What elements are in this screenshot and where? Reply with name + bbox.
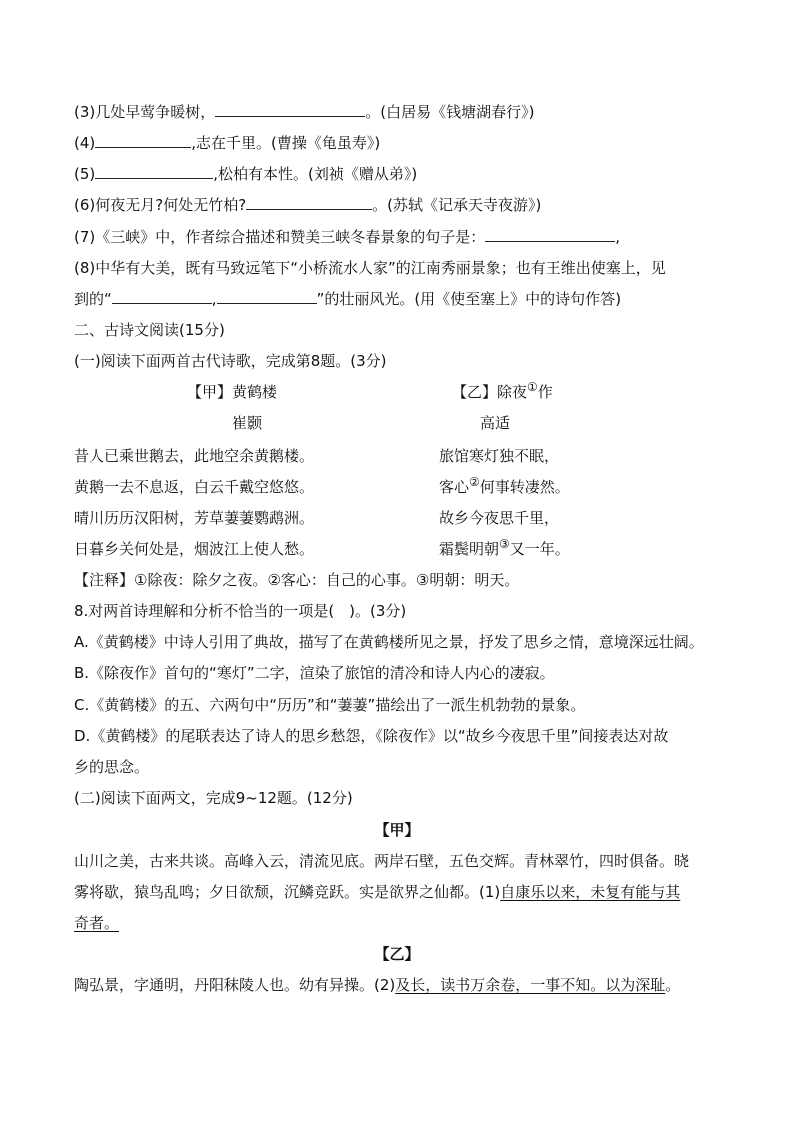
- q3-answer-blank[interactable]: [215, 102, 365, 117]
- q7-comma: ,: [615, 228, 621, 246]
- q8-prefix: 到的“: [74, 290, 112, 308]
- option-a[interactable]: A.《黄鹤楼》中诗人引用了典故，描写了在黄鹤楼所见之景，抒发了思乡之情，意境深远壮阔。: [74, 633, 704, 651]
- poem-a-line-4: 日暮乡关何处是，烟波江上使人愁。: [74, 540, 315, 558]
- poem-b-title: [452, 382, 553, 403]
- question-8-line1: (8)中华有大美，既有马致远笔下“小桥流水人家”的江南秀丽景象；也有王维出使塞上，见: [74, 259, 666, 277]
- poem-b-line4-post: 又一年。: [509, 540, 570, 558]
- option-d-line1[interactable]: D.《黄鹤楼》的尾联表达了诗人的思乡愁怨，《除夜作》以“故乡今夜思千里”间接表达对故: [74, 727, 669, 745]
- poem-a-title: 【甲】黄鹤楼: [187, 383, 278, 401]
- poem-notes: 【注释】①除夜：除夕之夜。②客心：自己的心事。③明朝：明天。: [74, 571, 520, 589]
- passage-jia-line3: [74, 913, 119, 933]
- jia-underlined-sentence-1-end: 奇者。: [74, 914, 120, 932]
- q7-text: (7)《三峡》中，作者综合描述和赞美三峡冬春景象的句子是：: [74, 228, 486, 246]
- poem-b-line2-pre: 客心: [439, 478, 470, 496]
- q6-text: (6)何夜无月?何处无竹柏?: [74, 196, 247, 214]
- q6-answer-blank[interactable]: [246, 195, 372, 210]
- passage-jia-title: 【甲】: [374, 821, 420, 839]
- option-b[interactable]: B.《除夜作》首句的“寒灯”二字，渲染了旅馆的清冷和诗人内心的凄寂。: [74, 664, 555, 682]
- q3-text: (3)几处早莺争暖树，: [74, 103, 216, 121]
- question-3: [74, 102, 534, 122]
- option-c[interactable]: C.《黄鹤楼》的五、六两句中“历历”和“萋萋”描绘出了一派生机勃勃的景象。: [74, 696, 586, 714]
- part-2-heading: (二)阅读下面两文，完成9~12题。(12分): [74, 789, 353, 807]
- poem-a-line-2: 黄鹅一去不息返，白云千戴空悠悠。: [74, 478, 315, 496]
- jia-underlined-sentence-1: 自康乐以来，未复有能与其: [500, 883, 681, 901]
- poem-b-line2-post: 何事转凄然。: [479, 478, 570, 496]
- footnote-mark-2: ②: [469, 475, 480, 489]
- option-d-line2[interactable]: 乡的思念。: [74, 758, 150, 776]
- yi-line1-text: 陶弘景，字通明，丹阳秣陵人也。幼有异操。(2): [74, 976, 396, 994]
- part-1-heading: (一)阅读下面两首古代诗歌，完成第8题。(3分): [74, 352, 387, 370]
- q8-comma: ,: [211, 290, 217, 308]
- passage-yi-line1: [74, 975, 680, 995]
- poem-b-line-4: [439, 539, 570, 560]
- passage-jia-line1: 山川之美，古来共谈。高峰入云，清流见底。两岸石壁，五色交辉。青林翠竹，四时俱备。晓: [74, 852, 690, 870]
- question-5: [74, 164, 417, 184]
- q8-answer-blank-2[interactable]: [217, 289, 317, 304]
- q8-suffix: ”的壮丽风光。(用《使至塞上》中的诗句作答): [316, 290, 622, 308]
- q4-text: ,志在千里。(曹操《龟虽寿》): [191, 134, 381, 152]
- yi-underlined-sentence-2: 及长，读书万余卷，一事不知。以为深耻: [395, 976, 666, 994]
- footnote-mark-3: ③: [499, 537, 510, 551]
- poem-b-title-suffix: 作: [537, 383, 553, 401]
- poem-a-author: 崔颢: [232, 414, 263, 432]
- footnote-mark-1: ①: [527, 380, 538, 394]
- q5-answer-blank[interactable]: [95, 164, 213, 179]
- passage-yi-title: 【乙】: [374, 945, 420, 963]
- poem-b-title-text: 【乙】除夜: [452, 383, 528, 401]
- yi-line1-end: 。: [665, 976, 681, 994]
- poem-a-line-1: 昔人已乘世鹅去，此地空余黄鹅楼。: [74, 447, 315, 465]
- q3-source: 。(白居易《钱塘湖春行》): [365, 103, 535, 121]
- question-8-line2: [74, 289, 621, 309]
- poem-b-line-2: [439, 477, 570, 498]
- question-7: [74, 227, 620, 247]
- poem-b-author: 高适: [480, 414, 511, 432]
- question-8-stem: 8.对两首诗理解和分析不恰当的一项是( )。(3分): [74, 602, 407, 620]
- poem-a-line-3: 晴川历历汉阳树，芳草萋萋鹦鹉洲。: [74, 509, 315, 527]
- question-4: [74, 133, 380, 153]
- poem-b-line4-pre: 霜鬓明朝: [439, 540, 500, 558]
- question-6: [74, 195, 541, 215]
- section-2-heading: 二、古诗文阅读(15分): [74, 321, 225, 339]
- poem-b-line-1: 旅馆寒灯独不眠，: [439, 447, 560, 465]
- q5-number: (5): [74, 165, 96, 183]
- poem-b-line-3: 故乡今夜思千里，: [439, 509, 560, 527]
- q4-answer-blank[interactable]: [95, 133, 191, 148]
- q4-number: (4): [74, 134, 96, 152]
- q6-source: 。(苏轼《记承天寺夜游》): [372, 196, 542, 214]
- jia-line2-text: 雾将歇，猿鸟乱鸣；夕日欲颓，沉鳞竞跃。实是欲界之仙都。(1): [74, 883, 501, 901]
- q8-answer-blank-1[interactable]: [112, 289, 212, 304]
- q7-answer-blank[interactable]: [485, 227, 615, 242]
- q5-text: ,松柏有本性。(刘祯《赠从弟》): [213, 165, 418, 183]
- passage-jia-line2: [74, 882, 680, 902]
